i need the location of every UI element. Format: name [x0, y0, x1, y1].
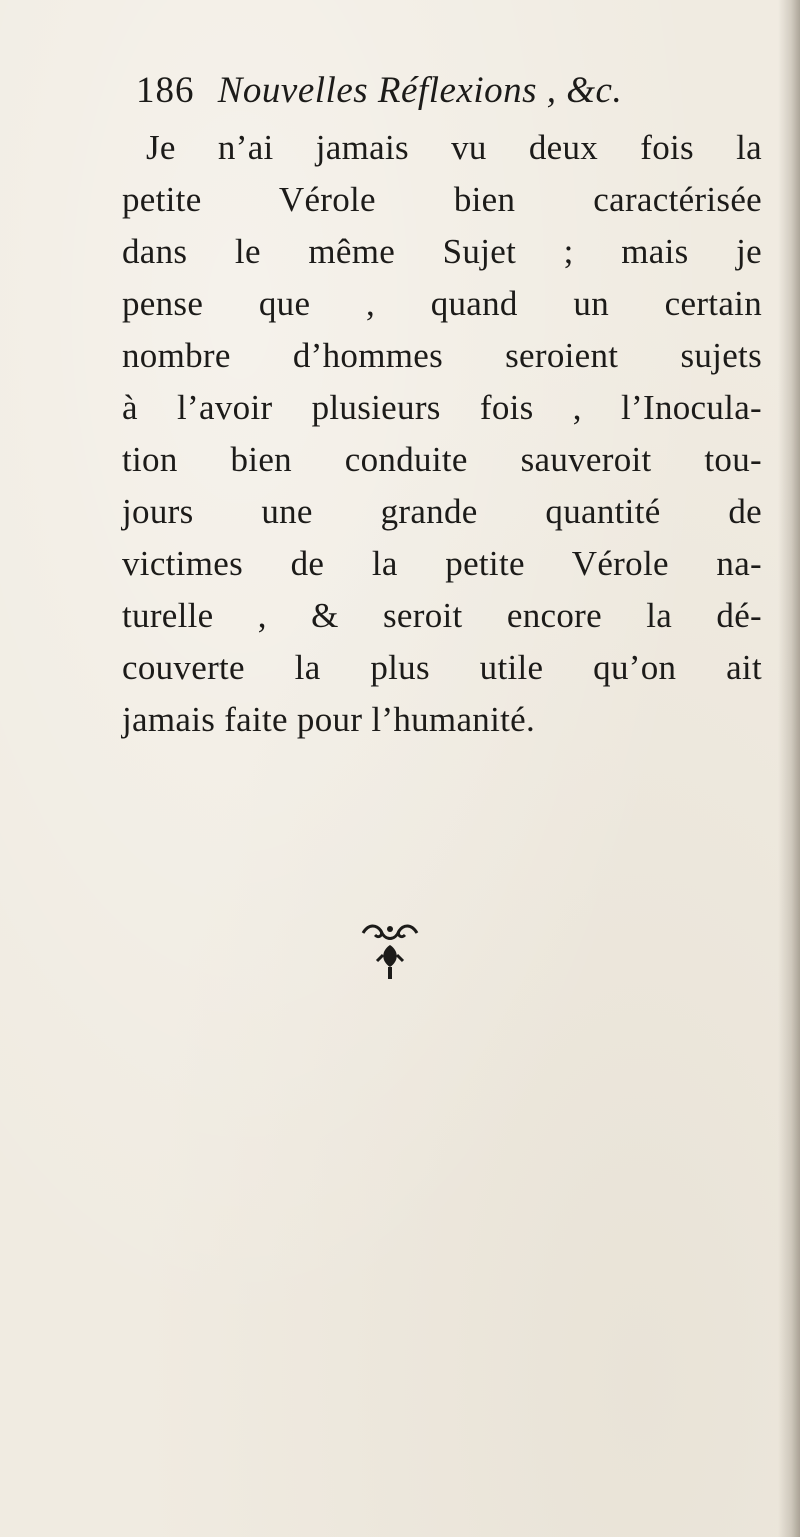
- page-header: [136, 66, 756, 116]
- text-line: jamais faite pour l’humanité.: [122, 700, 536, 739]
- text-line: nombre d’hommes seroient sujets: [122, 336, 762, 375]
- text-line: dans le même Sujet ; mais je: [122, 232, 762, 271]
- text-line: petite Vérole bien caractérisée: [122, 180, 762, 219]
- page-edge-shadow: [778, 0, 800, 1537]
- text-line: jours une grande quantité de: [122, 492, 762, 531]
- text-line: Je n’ai jamais vu deux fois la: [146, 128, 762, 167]
- text-line: à l’avoir plusieurs fois , l’Inocula-: [122, 388, 762, 427]
- text-line: victimes de la petite Vérole na-: [122, 544, 762, 583]
- page-number: 186: [136, 70, 195, 111]
- text-line: tion bien conduite sauveroit tou-: [122, 440, 762, 479]
- running-title: Nouvelles Réflexions , &c.: [217, 70, 623, 111]
- text-line: pense que , quand un certain: [122, 284, 762, 323]
- text-line: couverte la plus utile qu’on ait: [122, 648, 762, 687]
- text-line: turelle , & seroit encore la dé-: [122, 596, 762, 635]
- body-paragraph: [122, 122, 762, 746]
- fleuron-icon: [355, 915, 425, 1005]
